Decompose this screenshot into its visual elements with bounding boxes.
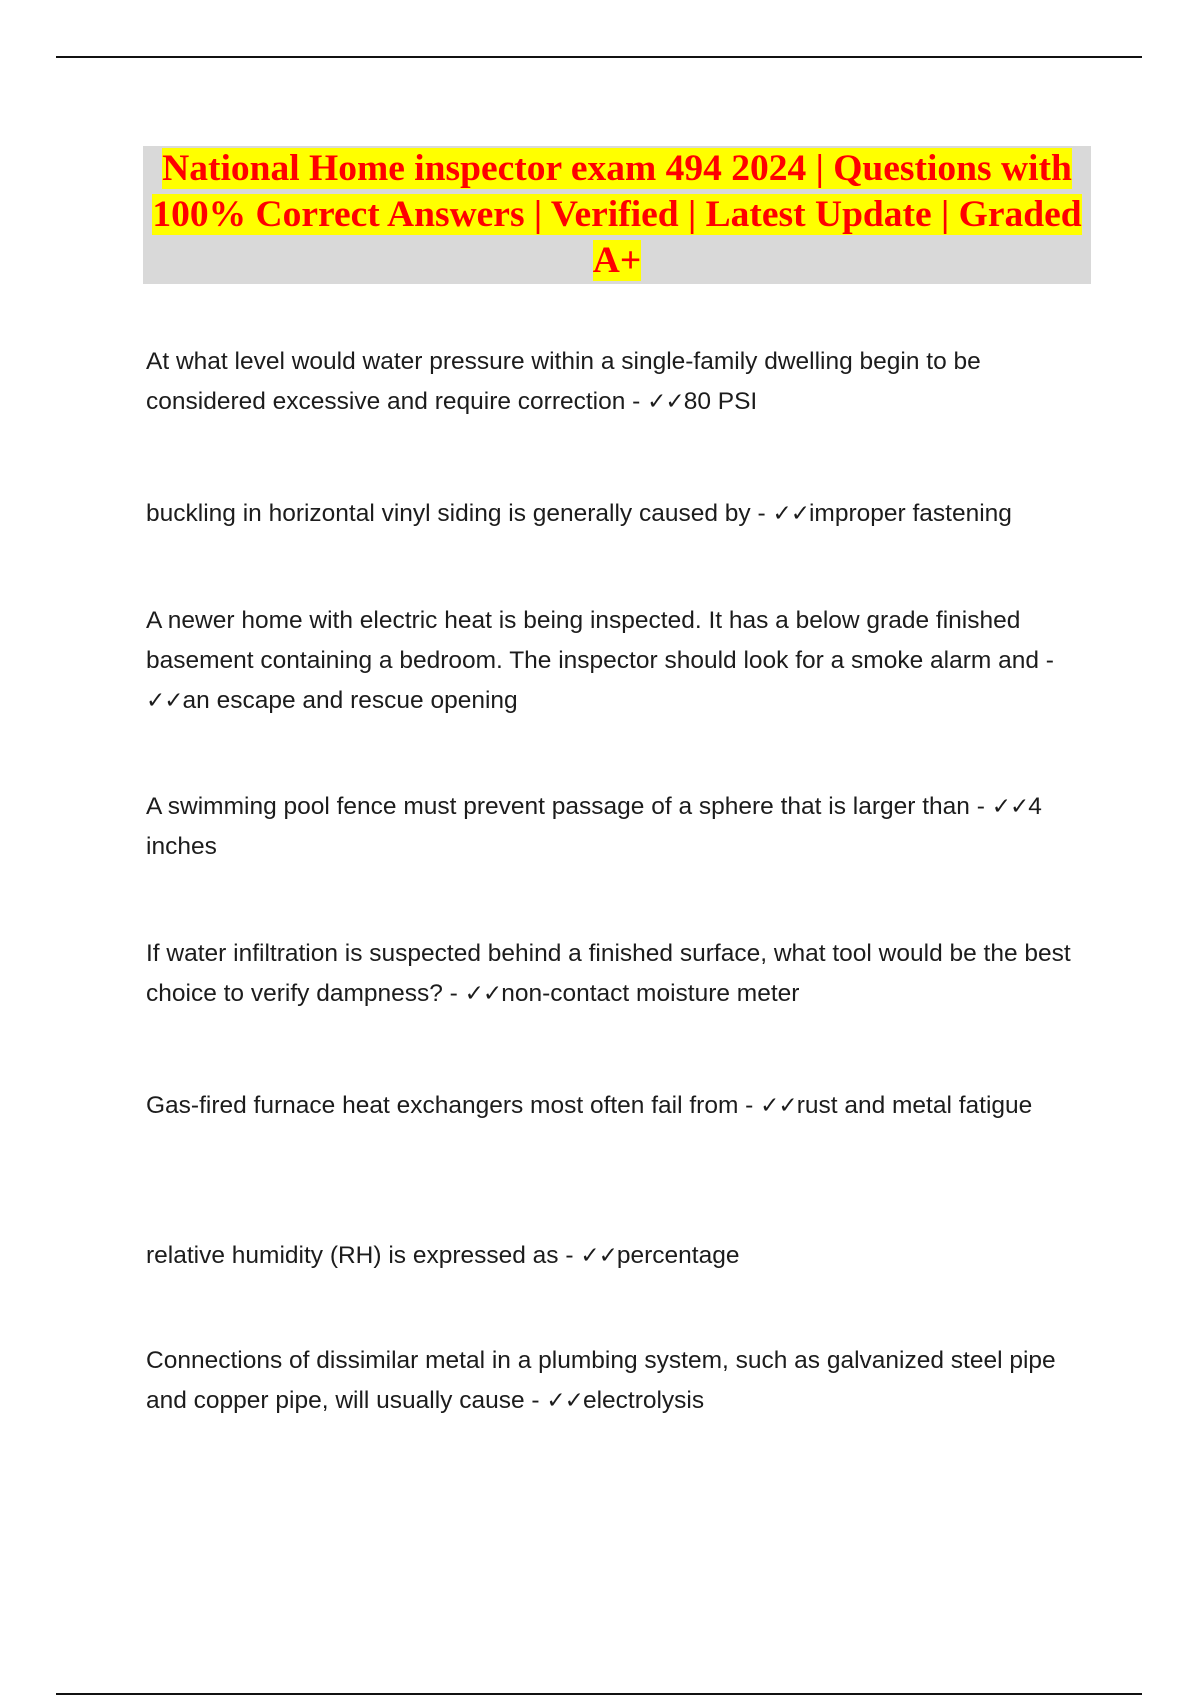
answer-text: 4 inches: [146, 793, 1042, 860]
double-check-icon: ✓✓: [146, 688, 183, 714]
answer-text: improper fastening: [808, 500, 1012, 527]
double-check-icon: ✓✓: [546, 1388, 583, 1414]
answer-text: electrolysis: [582, 1387, 705, 1414]
double-check-icon: ✓✓: [647, 389, 684, 415]
qa-item: [146, 601, 1086, 721]
question-text: A newer home with electric heat is being inspected. It has a below grade finished basement containing a bedroom. The inspector should look for a smoke alarm and -: [146, 607, 1054, 674]
footer-rule: [56, 1693, 1142, 1695]
question-text: Connections of dissimilar metal in a plumbing system, such as galvanized steel pipe and copper pipe, will usually cause -: [146, 1347, 1056, 1414]
qa-item: [146, 1086, 1086, 1126]
qa-item: [146, 1236, 1086, 1276]
answer-text: percentage: [616, 1242, 740, 1269]
question-text: buckling in horizontal vinyl siding is generally caused by -: [146, 500, 773, 527]
answer-text: non-contact moisture meter: [501, 980, 800, 1007]
double-check-icon: ✓✓: [760, 1093, 797, 1119]
qa-item: [146, 1341, 1086, 1421]
question-text: A swimming pool fence must prevent passage of a sphere that is larger than -: [146, 793, 992, 820]
qa-item: [146, 494, 1086, 534]
header-rule: [56, 56, 1142, 58]
double-check-icon: ✓✓: [464, 981, 502, 1007]
double-check-icon: ✓✓: [772, 501, 809, 527]
document-title-text: National Home inspector exam 494 2024 | Questions with 100% Correct Answers | Verified | Latest Update | Graded A+: [152, 148, 1082, 281]
question-text: Gas-fired furnace heat exchangers most often fail from -: [146, 1092, 761, 1119]
answer-text: 80 PSI: [683, 388, 758, 415]
qa-item: [146, 787, 1086, 867]
double-check-icon: ✓✓: [991, 794, 1029, 820]
document-title: [147, 146, 1087, 284]
qa-item: [146, 342, 1086, 422]
answer-text: an escape and rescue opening: [182, 687, 518, 714]
qa-item: [146, 934, 1086, 1014]
question-text: At what level would water pressure within a single-family dwelling begin to be considered excessive and require correction -: [146, 348, 981, 415]
question-text: relative humidity (RH) is expressed as -: [146, 1242, 581, 1269]
double-check-icon: ✓✓: [580, 1243, 617, 1269]
answer-text: rust and metal fatigue: [796, 1092, 1033, 1119]
title-banner: [143, 146, 1091, 284]
question-text: If water infiltration is suspected behind a finished surface, what tool would be the best choice to verify dampness? -: [146, 940, 1071, 1007]
